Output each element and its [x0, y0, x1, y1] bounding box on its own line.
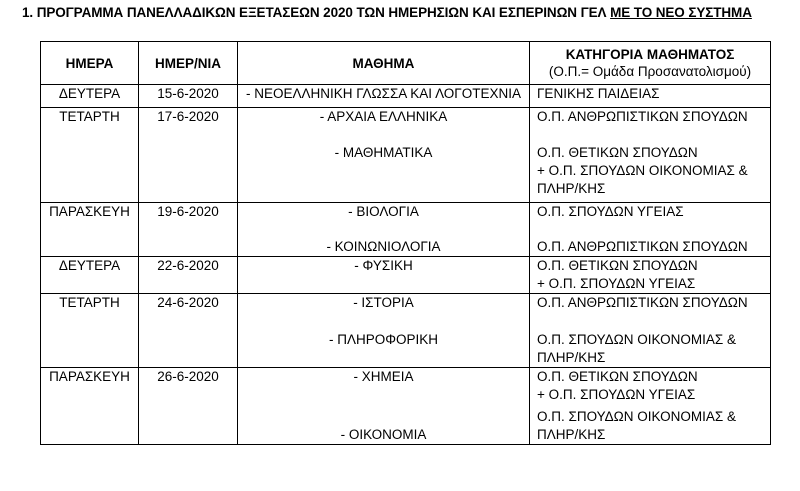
- category-cell: [530, 368, 771, 445]
- category-cell: [530, 203, 771, 257]
- day-cell: [41, 203, 139, 257]
- date-text: 22-6-2020: [157, 258, 219, 273]
- category-text: Ο.Π. ΘΕΤΙΚΩΝ ΣΠΟΥΔΩΝ: [537, 145, 698, 160]
- date-cell: [139, 257, 238, 294]
- category-text: Ο.Π. ΘΕΤΙΚΩΝ ΣΠΟΥΔΩΝ: [537, 369, 698, 384]
- category-cell: [530, 257, 771, 294]
- date-cell: [139, 85, 238, 108]
- day-cell: [41, 108, 139, 203]
- subject-text: - ΦΥΣΙΚΗ: [354, 258, 413, 273]
- category-text: + Ο.Π. ΣΠΟΥΔΩΝ ΥΓΕΙΑΣ: [537, 387, 696, 402]
- subject-cell: [238, 294, 530, 368]
- category-cell: [530, 85, 771, 108]
- date-cell: [139, 108, 238, 203]
- category-text: ΠΛΗΡ/ΚΗΣ: [537, 181, 606, 196]
- category-text: ΠΛΗΡ/ΚΗΣ: [537, 350, 606, 365]
- category-text: Ο.Π. ΑΝΘΡΩΠΙΣΤΙΚΩΝ ΣΠΟΥΔΩΝ: [537, 239, 748, 254]
- document-title: [22, 5, 752, 20]
- subject-text: - ΝΕΟΕΛΛΗΝΙΚΗ ΓΛΩΣΣΑ ΚΑΙ ΛΟΓΟΤΕΧΝΙΑ: [246, 86, 521, 101]
- table-row: [41, 203, 771, 257]
- day-text: ΔΕΥΤΕΡΑ: [58, 86, 121, 101]
- date-text: 15-6-2020: [157, 86, 219, 101]
- date-text: 17-6-2020: [157, 109, 219, 124]
- title-underlined: ΜΕ ΤΟ ΝΕΟ ΣΥΣΤΗΜΑ: [610, 5, 752, 20]
- date-cell: [139, 294, 238, 368]
- header-row: [41, 42, 771, 85]
- subject-text: - ΜΑΘΗΜΑΤΙΚΑ: [334, 145, 433, 160]
- table-row: [41, 368, 771, 445]
- date-text: 26-6-2020: [157, 369, 219, 384]
- day-text: ΠΑΡΑΣΚΕΥΗ: [49, 204, 130, 219]
- subject-cell: [238, 108, 530, 203]
- header-subject: ΜΑΘΗΜΑ: [238, 42, 530, 85]
- category-text: Ο.Π. ΣΠΟΥΔΩΝ ΟΙΚΟΝΟΜΙΑΣ &: [537, 409, 736, 424]
- header-category-note: (Ο.Π.= Ομάδα Προσανατολισμού): [548, 64, 752, 79]
- category-cell: [530, 108, 771, 203]
- subject-text: - ΚΟΙΝΩΝΙΟΛΟΓΙΑ: [326, 239, 441, 254]
- title-main: 1. ΠΡΟΓΡΑΜΜΑ ΠΑΝΕΛΛΑΔΙΚΩΝ ΕΞΕΤΑΣΕΩΝ 2020 ΤΩΝ ΗΜΕΡΗΣΙΩΝ ΚΑΙ ΕΣΠΕΡΙΝΩΝ ΓΕΛ: [22, 5, 611, 20]
- exam-schedule-table: [40, 41, 771, 445]
- category-text: + Ο.Π. ΣΠΟΥΔΩΝ ΥΓΕΙΑΣ: [537, 276, 696, 291]
- category-text: + Ο.Π. ΣΠΟΥΔΩΝ ΟΙΚΟΝΟΜΙΑΣ &: [537, 163, 748, 178]
- table-row: [41, 294, 771, 368]
- category-text: Ο.Π. ΑΝΘΡΩΠΙΣΤΙΚΩΝ ΣΠΟΥΔΩΝ: [537, 295, 748, 310]
- subject-cell: [238, 85, 530, 108]
- date-cell: [139, 203, 238, 257]
- subject-cell: [238, 203, 530, 257]
- subject-text: - ΒΙΟΛΟΓΙΑ: [348, 204, 419, 219]
- subject-text: - ΑΡΧΑΙΑ ΕΛΛΗΝΙΚΑ: [319, 109, 448, 124]
- day-text: ΤΕΤΑΡΤΗ: [59, 295, 120, 310]
- day-cell: [41, 294, 139, 368]
- day-cell: [41, 85, 139, 108]
- day-cell: [41, 257, 139, 294]
- day-text: ΠΑΡΑΣΚΕΥΗ: [49, 369, 130, 384]
- category-text: Ο.Π. ΣΠΟΥΔΩΝ ΟΙΚΟΝΟΜΙΑΣ &: [537, 332, 736, 347]
- category-text: Ο.Π. ΣΠΟΥΔΩΝ ΥΓΕΙΑΣ: [537, 204, 684, 219]
- date-text: 24-6-2020: [157, 295, 219, 310]
- category-text: Ο.Π. ΘΕΤΙΚΩΝ ΣΠΟΥΔΩΝ: [537, 258, 698, 273]
- header-category: [530, 42, 771, 85]
- table-row: [41, 108, 771, 203]
- day-text: ΔΕΥΤΕΡΑ: [58, 258, 121, 273]
- subject-cell: [238, 368, 530, 445]
- header-date: ΗΜΕΡ/ΝΙΑ: [139, 42, 238, 85]
- day-cell: [41, 368, 139, 445]
- date-cell: [139, 368, 238, 445]
- header-day: ΗΜΕΡΑ: [41, 42, 139, 85]
- category-cell: [530, 294, 771, 368]
- subject-text: - ΟΙΚΟΝΟΜΙΑ: [340, 427, 427, 442]
- subject-text: - ΠΛΗΡΟΦΟΡΙΚΗ: [328, 332, 439, 347]
- date-text: 19-6-2020: [157, 204, 219, 219]
- category-text: ΠΛΗΡ/ΚΗΣ: [537, 427, 606, 442]
- day-text: ΤΕΤΑΡΤΗ: [59, 109, 120, 124]
- header-category-title: ΚΑΤΗΓΟΡΙΑ ΜΑΘΗΜΑΤΟΣ: [565, 47, 735, 62]
- subject-text: - ΧΗΜΕΙΑ: [353, 369, 414, 384]
- subject-cell: [238, 257, 530, 294]
- subject-text: - ΙΣΤΟΡΙΑ: [353, 295, 414, 310]
- category-text: ΓΕΝΙΚΗΣ ΠΑΙΔΕΙΑΣ: [537, 86, 660, 101]
- category-text: Ο.Π. ΑΝΘΡΩΠΙΣΤΙΚΩΝ ΣΠΟΥΔΩΝ: [537, 109, 748, 124]
- table-row: [41, 257, 771, 294]
- table-row: [41, 85, 771, 108]
